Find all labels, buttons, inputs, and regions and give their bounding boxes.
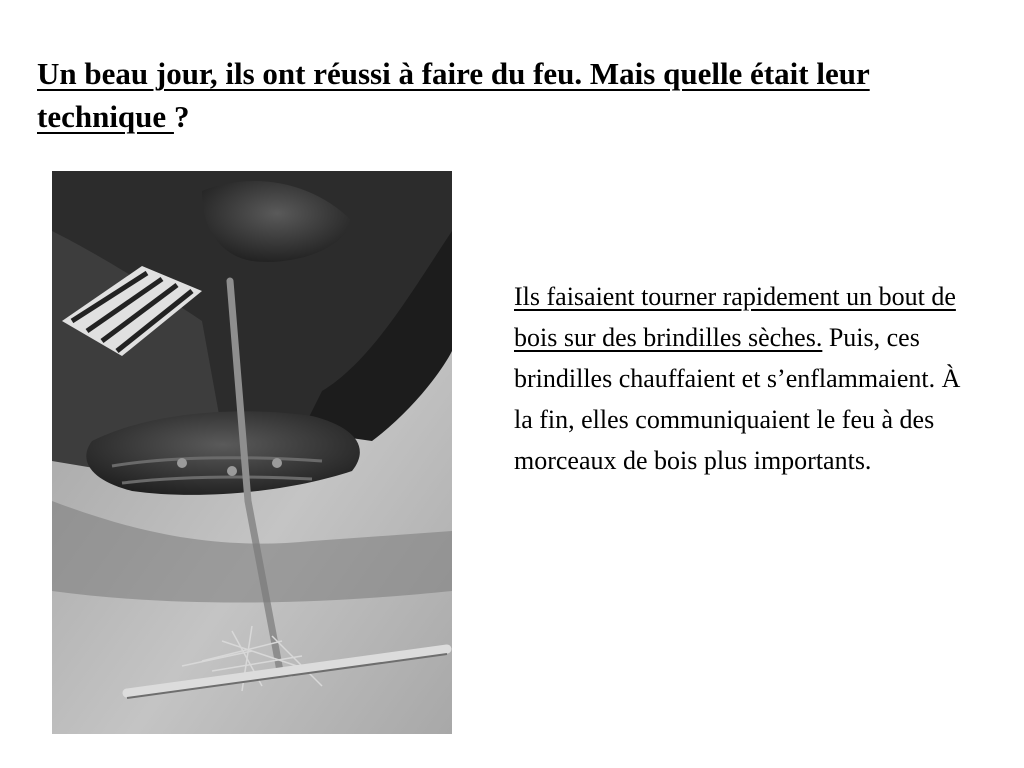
fire-making-photo — [52, 171, 452, 734]
fire-making-photo-graphic — [52, 171, 452, 734]
slide-title — [37, 52, 977, 138]
slide-title-question-mark: ? — [173, 99, 190, 134]
slide-title-underlined: Un beau jour, ils ont réussi à faire du feu. Mais quelle était leur technique — [37, 56, 870, 134]
body-text-underlined: Ils faisaient tourner rapidement un bout de bois sur des brindilles sèches. — [514, 282, 956, 352]
body-text-rest: Puis, ces brindilles chauffaient et s’enflammaient. À la fin, elles communiquaient le feu à des morceaux de bois plus importants. — [514, 323, 961, 475]
body-text — [514, 276, 984, 481]
